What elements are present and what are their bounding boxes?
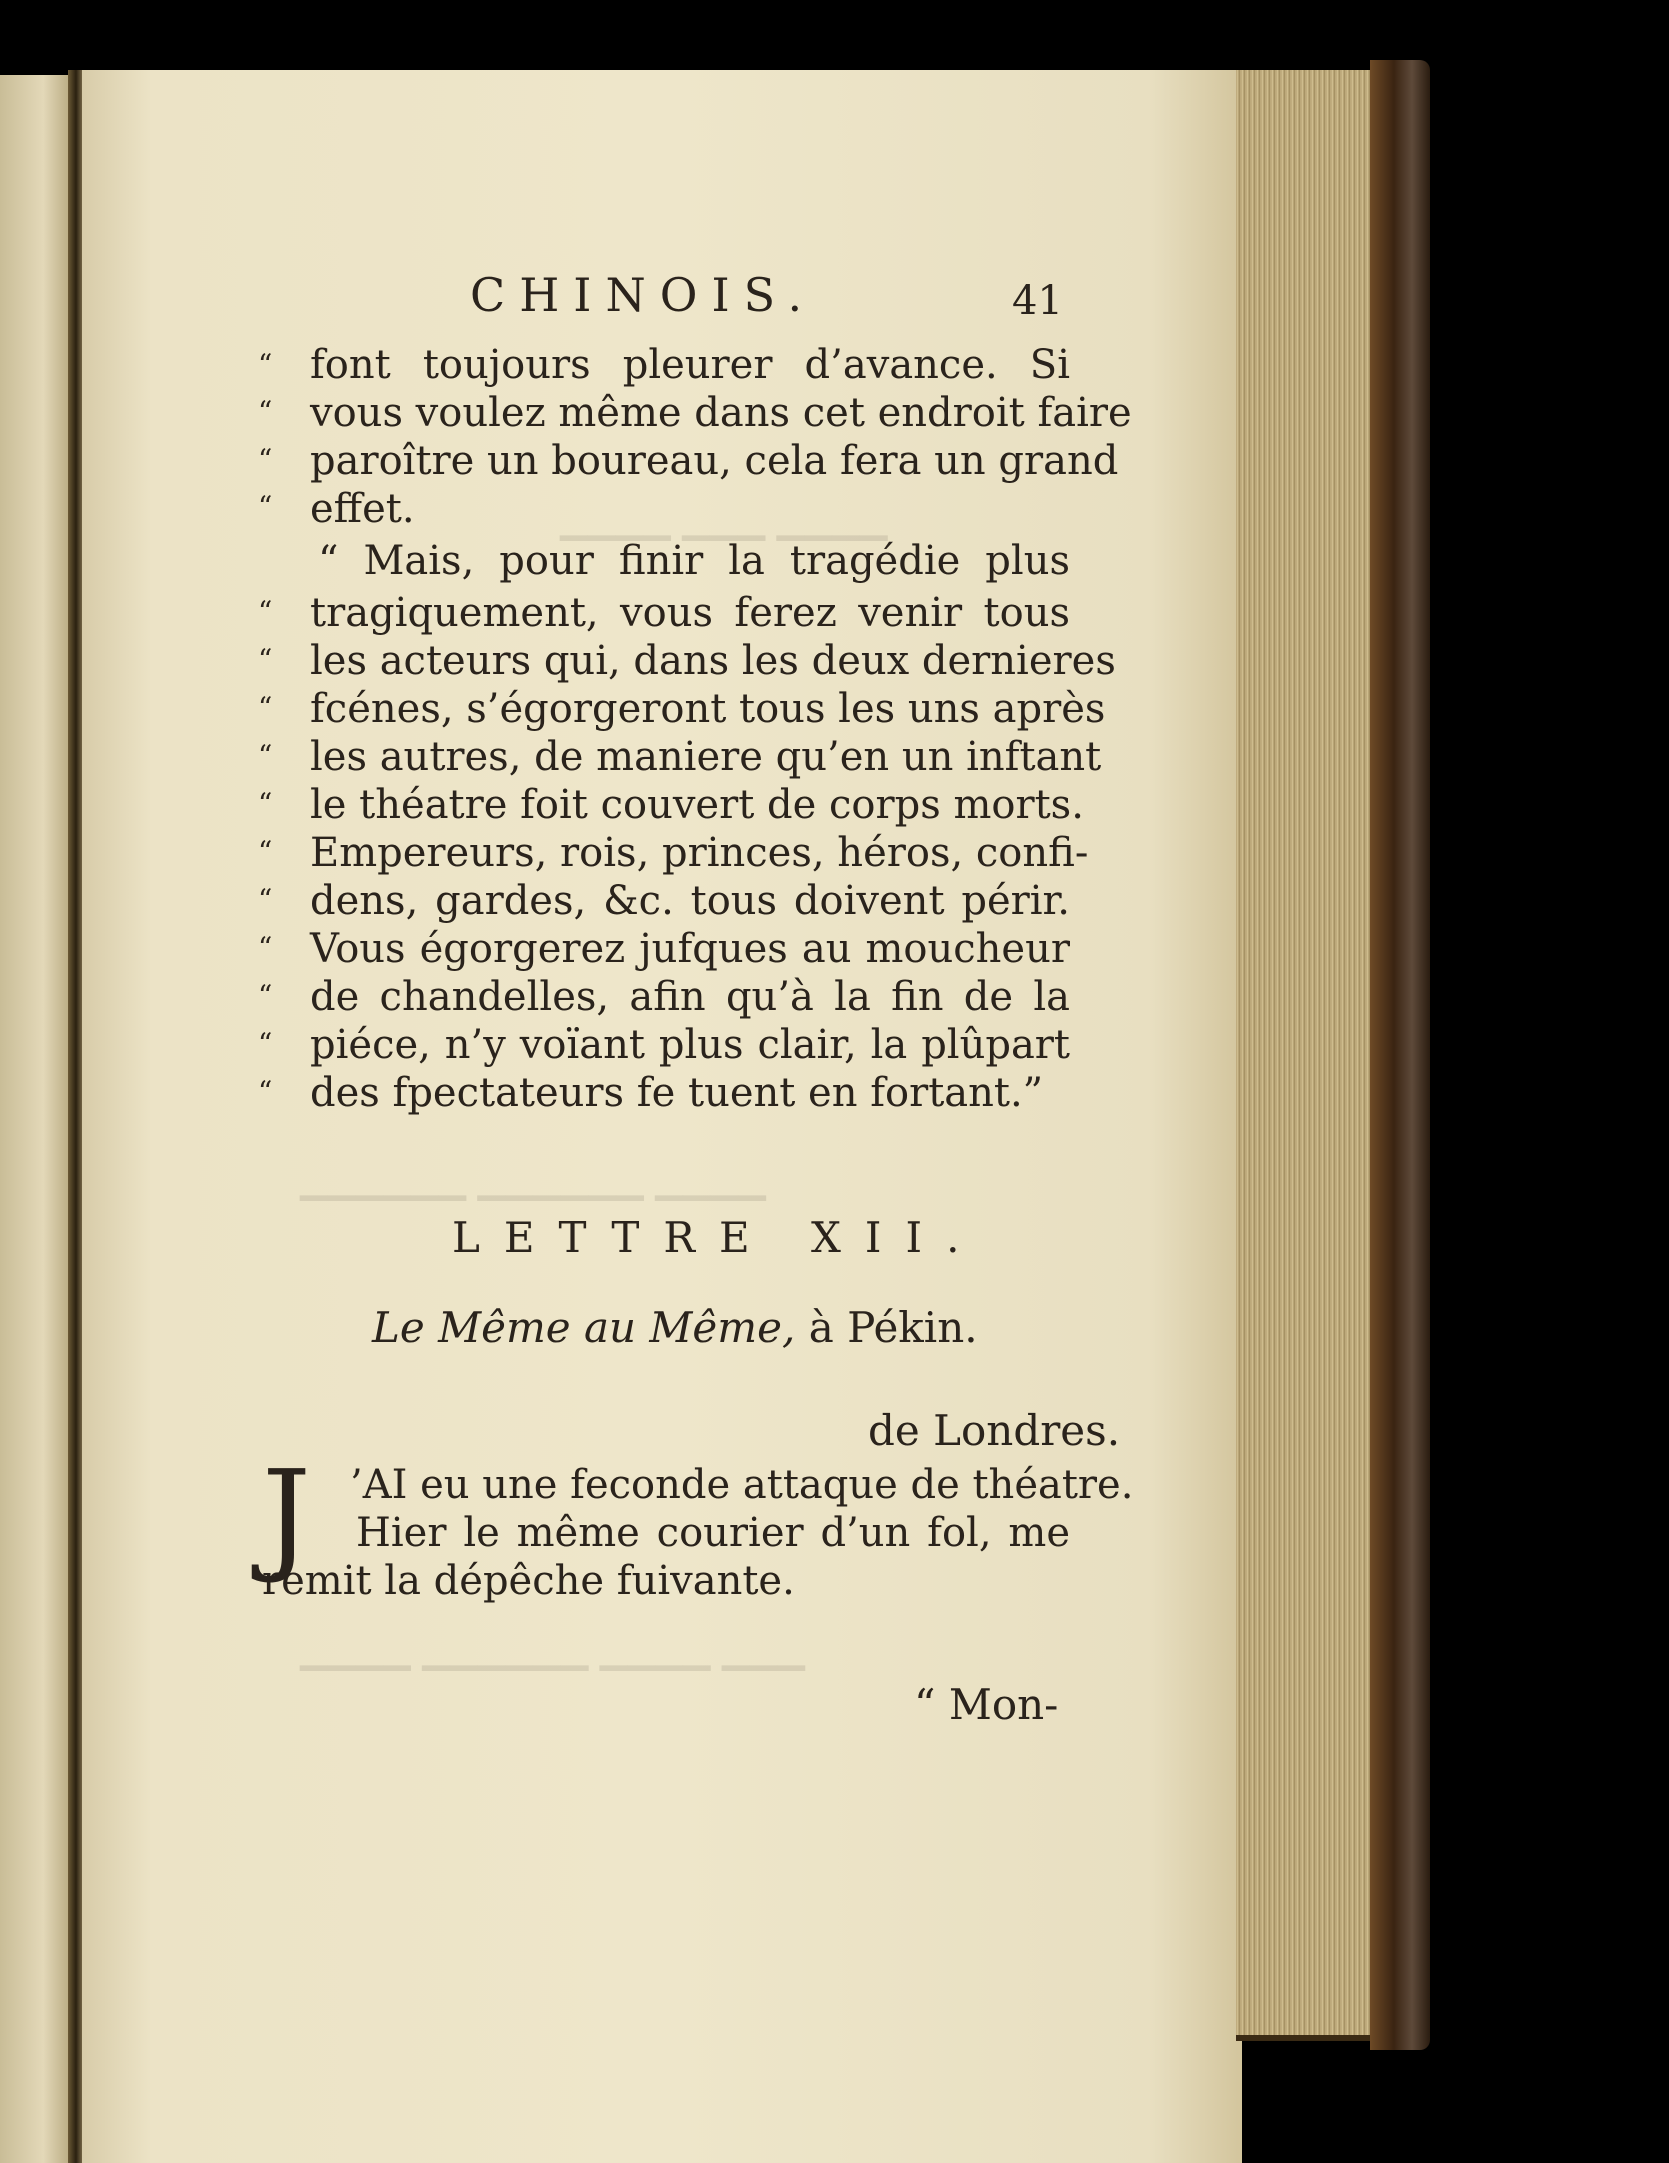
text-line: fcénes, s’égorgeront tous les uns après xyxy=(310,686,1106,732)
running-title: CHINOIS. xyxy=(470,268,817,322)
text-line: font toujours pleurer d’avance. Si xyxy=(310,342,1070,388)
text-line: “ Mais, pour finir la tragédie plus xyxy=(318,538,1070,584)
text-line: piéce, n’y voïant plus clair, la plûpart xyxy=(310,1022,1070,1068)
quote-mark: “ xyxy=(258,739,273,772)
show-through-texture: ▁▁▁▁▁▁ ▁▁▁▁▁▁ ▁▁▁▁ xyxy=(300,1160,766,1201)
quote-mark: “ xyxy=(258,1027,273,1060)
text-line: effet. xyxy=(310,486,415,532)
letter-subheading xyxy=(372,1303,978,1352)
quote-mark: “ xyxy=(258,787,273,820)
quote-mark: “ xyxy=(258,643,273,676)
drop-cap: J xyxy=(262,1444,311,1586)
subheading-roman: à Pékin. xyxy=(808,1303,978,1352)
quote-mark: “ xyxy=(258,443,273,476)
text-line: vous voulez même dans cet endroit faire xyxy=(310,390,1132,436)
text-line: ’AI eu une feconde attaque de théatre. xyxy=(350,1462,1134,1508)
quote-mark: “ xyxy=(258,835,273,868)
letter-heading: LETTRE XII. xyxy=(452,1213,984,1262)
text-line: tragiquement, vous ferez venir tous xyxy=(310,590,1070,636)
text-line: des fpectateurs fe tuent en fortant.” xyxy=(310,1070,1044,1116)
text-line: dens, gardes, &c. tous doivent périr. xyxy=(310,878,1070,924)
subheading-italic: Le Même au Même, xyxy=(372,1303,796,1352)
text-line: Empereurs, rois, princes, héros, confi- xyxy=(310,830,1089,876)
catchword: “ Mon- xyxy=(914,1680,1059,1729)
text-line: remit la dépêche fuivante. xyxy=(262,1558,795,1604)
book-cover xyxy=(1370,60,1430,2050)
quote-mark: “ xyxy=(258,490,273,523)
letter-place: de Londres. xyxy=(868,1406,1121,1455)
fore-edge xyxy=(1236,70,1376,2041)
quote-mark: “ xyxy=(258,691,273,724)
quote-mark: “ xyxy=(258,395,273,428)
quote-mark: “ xyxy=(258,348,273,381)
quote-mark: “ xyxy=(258,1075,273,1108)
text-line: de chandelles, afin qu’à la fin de la xyxy=(310,974,1070,1020)
text-line: Hier le même courier d’un fol, me xyxy=(356,1510,1070,1556)
show-through-texture: ▁▁▁▁ ▁▁▁▁▁▁ ▁▁▁▁ ▁▁▁ xyxy=(300,1630,805,1671)
text-line: paroître un boureau, cela fera un grand xyxy=(310,438,1119,484)
show-through-texture: ▁▁▁▁ ▁▁▁ ▁▁▁▁ xyxy=(560,500,888,541)
page-number: 41 xyxy=(1012,278,1063,324)
quote-mark: “ xyxy=(258,931,273,964)
quote-mark: “ xyxy=(258,883,273,916)
text-line: les acteurs qui, dans les deux dernieres xyxy=(310,638,1116,684)
quote-mark: “ xyxy=(258,595,273,628)
text-line: les autres, de maniere qu’en un inftant xyxy=(310,734,1102,780)
quote-mark: “ xyxy=(258,979,273,1012)
left-page-edge xyxy=(0,75,72,2163)
text-line: le théatre foit couvert de corps morts. xyxy=(310,782,1084,828)
text-line: Vous égorgerez jufques au moucheur xyxy=(310,926,1070,972)
